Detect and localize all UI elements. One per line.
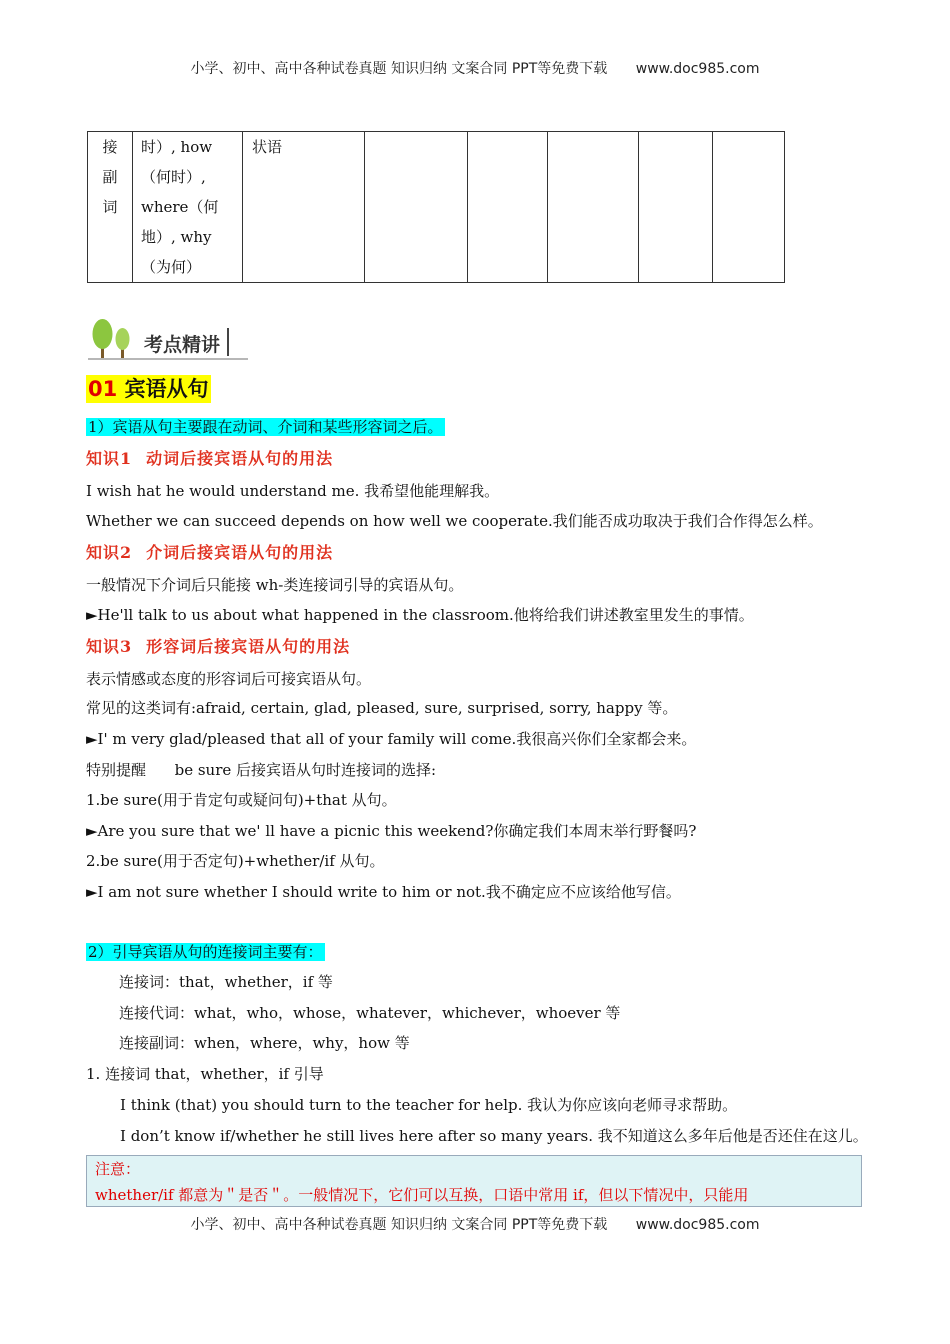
text-line: ►I am not sure whether I should write to him or not.我不确定应不应该给他写信。 (86, 883, 681, 901)
banner-underline (88, 358, 248, 360)
knowledge-heading-1 (86, 448, 333, 470)
table-cell-category (88, 132, 133, 283)
table-cell-text: （为何） (141, 258, 202, 276)
example-line: I think (that) you should turn to the teacher for help. 我认为你应该向老师寻求帮助。 (120, 1096, 738, 1114)
knowledge-title: 形容词后接宾语从句的用法 (146, 637, 351, 656)
banner-title: 考点精讲 (144, 334, 221, 356)
table-cell-text: where（何 (141, 198, 219, 216)
knowledge-title: 介词后接宾语从句的用法 (146, 543, 334, 562)
section-title (86, 375, 211, 403)
text-line: I wish hat he would understand me. 我希望他能理解我。 (86, 482, 500, 500)
table-cell-empty (365, 132, 468, 283)
knowledge-label: 知识1 (86, 449, 133, 468)
text-line: 一般情况下介词后只能接 wh-类连接词引导的宾语从句。 (86, 576, 464, 594)
text-line: 表示情感或态度的形容词后可接宾语从句。 (86, 670, 372, 688)
text-line: ►He'll talk to us about what happened in the classroom.他将给我们讲述教室里发生的事情。 (86, 606, 754, 624)
subheading: 1. 连接词 that，whether，if 引导 (86, 1065, 324, 1083)
note-text: whether/if 都意为＂是否＂。一般情况下，它们可以互换，口语中常用 if，但以下情况中，只能用 (95, 1186, 749, 1204)
connector-line: 连接词：that，whether，if 等 (119, 973, 333, 991)
table-cell-text: 地）, why (141, 228, 212, 246)
table-cell-text: 副 (102, 168, 118, 186)
note-label: 注意： (95, 1160, 141, 1178)
knowledge-heading-3 (86, 636, 350, 658)
intro-2 (86, 941, 325, 963)
header-url[interactable]: www.doc985.com (635, 61, 760, 77)
knowledge-title: 动词后接宾语从句的用法 (146, 449, 334, 468)
header-text: 小学、初中、高中各种试卷真题 知识归纳 文案合同 PPT等免费下载 (190, 61, 608, 77)
text-line: 常见的这类词有:afraid, certain, glad, pleased, sure, surprised, sorry, happy 等。 (86, 699, 678, 717)
table-cell-empty (713, 132, 785, 283)
note-box (86, 1155, 862, 1207)
table-cell-empty (548, 132, 639, 283)
knowledge-heading-2 (86, 542, 333, 564)
knowledge-label: 知识2 (86, 543, 133, 562)
footer-text: 小学、初中、高中各种试卷真题 知识归纳 文案合同 PPT等免费下载 (190, 1217, 608, 1233)
highlight-text: 1）宾语从句主要跟在动词、介词和某些形容词之后。 (88, 418, 443, 436)
text-line: ►I' m very glad/pleased that all of your family will come.我很高兴你们全家都会来。 (86, 730, 697, 748)
footer-url[interactable]: www.doc985.com (635, 1217, 760, 1233)
table-cell-text: 接 (102, 138, 118, 156)
table-cell-words (133, 132, 243, 283)
table-cell-text: （何时）, (141, 168, 206, 186)
text-line: ►Are you sure that we' ll have a picnic this weekend?你确定我们本周末举行野餐吗? (86, 822, 697, 840)
page-footer (0, 1214, 950, 1234)
table-cell-empty (468, 132, 548, 283)
example-line: I don’t know if/whether he still lives here after so many years. 我不知道这么多年后他是否还住在这儿。 (120, 1127, 868, 1145)
section-banner (88, 318, 248, 364)
text-line: 特别提醒 be sure 后接宾语从句时连接词的选择: (86, 761, 437, 779)
text-cursor (227, 328, 229, 356)
intro-1 (86, 416, 445, 438)
connector-line: 连接副词：when，where，why，how 等 (119, 1034, 410, 1052)
connector-line: 连接代词：what，who，whose，whatever，whichever，whoever 等 (119, 1004, 621, 1022)
table-row (88, 132, 785, 283)
table-cell-text: 时）, how (141, 138, 213, 156)
table-cell-function: 状语 (243, 132, 365, 283)
text-line: Whether we can succeed depends on how well we cooperate.我们能否成功取决于我们合作得怎么样。 (86, 512, 823, 530)
grammar-table (87, 131, 785, 283)
text-line: 1.be sure(用于肯定句或疑问句)+that 从句。 (86, 791, 397, 809)
highlight-text: 2）引导宾语从句的连接词主要有： (88, 943, 323, 961)
knowledge-label: 知识3 (86, 637, 133, 656)
tree-icon (88, 318, 138, 362)
section-title-text: 宾语从句 (124, 377, 209, 401)
section-number: 01 (88, 377, 118, 401)
page-header (0, 58, 950, 78)
table-cell-empty (639, 132, 713, 283)
table-cell-text: 词 (102, 198, 118, 216)
text-line: 2.be sure(用于否定句)+whether/if 从句。 (86, 852, 385, 870)
